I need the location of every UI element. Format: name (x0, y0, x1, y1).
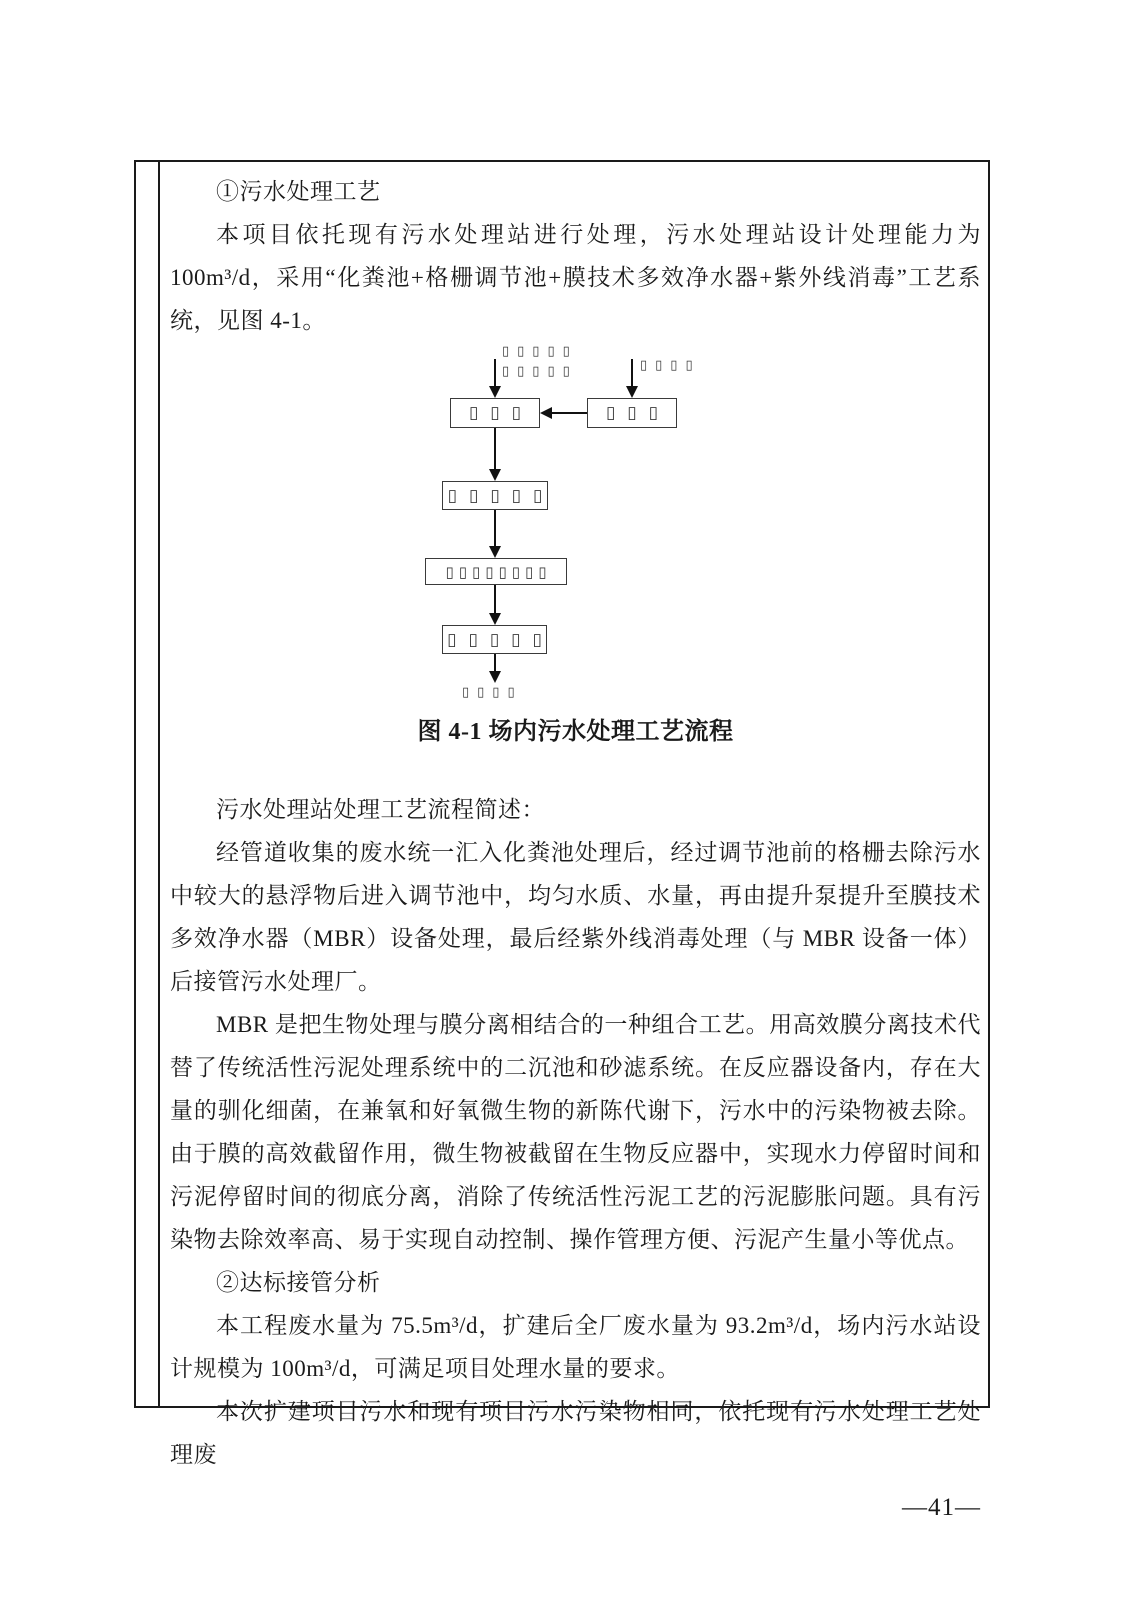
para-capacity-analysis: 本工程废水量为 75.5m³/d，扩建后全厂废水量为 93.2m³/d，场内污水站设计规模为 100m³/d，可满足项目处理水量的要求。 (170, 1313, 981, 1381)
flow-box-3: ▯▯▯▯▯▯▯▯ (425, 558, 567, 585)
process-flowchart (170, 342, 981, 700)
para-expansion-note: 本次扩建项目污水和现有项目污水污染物相同，依托现有污水处理工艺处理废 (170, 1399, 981, 1467)
document-table-cell (134, 160, 990, 1467)
flow-box-2: ▯▯▯▯▯ (442, 481, 548, 510)
arrow-down-4-head (489, 546, 501, 558)
arrow-down-2-head (626, 386, 638, 398)
arrow-down-5-line (494, 585, 496, 613)
para-intro: 本项目依托现有污水处理站进行处理，污水处理站设计处理能力为 100m³/d，采用“化粪池+格栅调节池+膜技术多效净水器+紫外线消毒”工艺系统，见图 4-1。 (170, 222, 981, 333)
section-heading-1: ①污水处理工艺 (216, 179, 381, 204)
flow-box-4: ▯▯▯▯▯ (442, 625, 547, 654)
para-summary-lead: 污水处理站处理工艺流程简述： (216, 797, 545, 822)
arrow-left-head (540, 407, 552, 419)
arrow-down-4-line (494, 510, 496, 546)
arrow-down-1-line (494, 359, 496, 386)
arrow-down-5-head (489, 613, 501, 625)
section-heading-2: ②达标接管分析 (216, 1270, 381, 1295)
flow-label-outlet: ▯▯▯▯ (462, 685, 523, 700)
arrow-left-line (552, 412, 587, 414)
arrow-down-2-line (631, 359, 633, 386)
para-mbr-description: MBR 是把生物处理与膜分离相结合的一种组合工艺。用高效膜分离技术代替了传统活性污泥处理系统中的二沉池和砂滤系统。在反应器设备内，存在大量的驯化细菌，在兼氧和好氧微生物的新陈代谢下，污水中的污染物被去除。由于膜的高效截留作用，微生物被截留在生物反应器中，实现水力停留时间和污泥停留时间的彻底分离，消除了传统活性污泥工艺的污泥膨胀问题。具有污染物去除效率高、易于实现自动控制、操作管理方便、污泥产生量小等优点。 (170, 1012, 981, 1252)
arrow-down-3-line (494, 428, 496, 469)
document-content (160, 162, 988, 1467)
arrow-down-3-head (489, 469, 501, 481)
flow-box-left: ▯▯▯ (450, 398, 540, 428)
flow-label-influent-left: ▯▯▯▯▯ ▯▯▯▯▯ (502, 344, 578, 379)
arrow-down-1-head (489, 386, 501, 398)
arrow-down-6-line (494, 654, 496, 671)
page-number: —41— (902, 1494, 981, 1521)
flow-box-right: ▯▯▯ (587, 398, 677, 428)
arrow-down-6-head (489, 671, 501, 683)
figure-caption: 图 4-1 场内污水处理工艺流程 (417, 719, 734, 745)
para-process-description: 经管道收集的废水统一汇入化粪池处理后，经过调节池前的格栅去除污水中较大的悬浮物后进入调节池中，均匀水质、水量，再由提升泵提升至膜技术多效净水器（MBR）设备处理，最后经紫外线消毒处理（与 MBR 设备一体）后接管污水处理厂。 (170, 840, 981, 994)
flow-label-influent-right: ▯▯▯▯ (640, 358, 701, 373)
